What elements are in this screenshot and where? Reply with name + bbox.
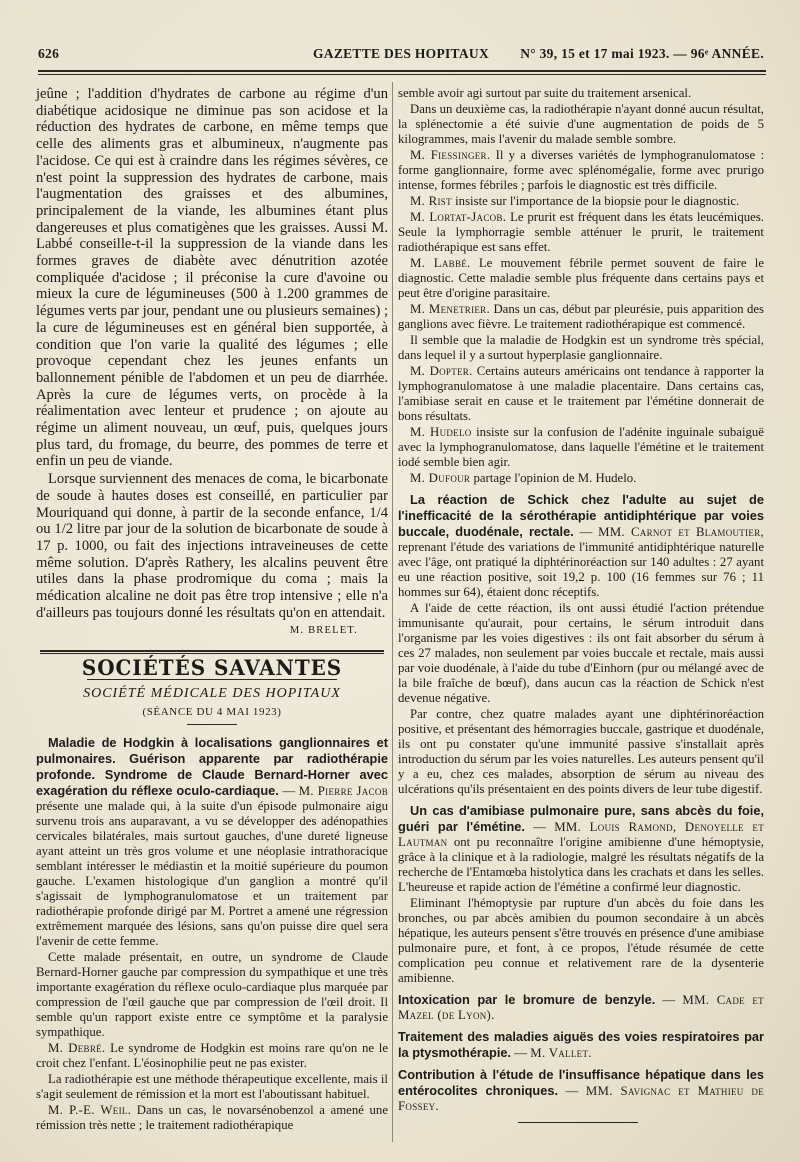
coma-paragraph: Lorsque surviennent des menaces de coma, le bicarbonate de soude à hautes doses est conseillé, en particulier par Mouriquand qui donne, à partir de la seconde enfance, 1/4 ou 1/2 litre par jour de la solution de bicarbonate de soude à 17 p. 1000, ou fait des injections intraveineuses de cette même solution. D'après Rathery, les alcalins peuvent être utiles dans la phase prodromique du coma ; mais la médication alcaline ne doit pas être trop intensive ; elle n'a d'ailleurs pas toujours donné les résultats qu'on en attendait. bbox=[36, 471, 388, 621]
speaker-name: M. Dopter. bbox=[410, 364, 473, 378]
left-column bbox=[36, 86, 388, 1162]
article-text: présente une malade qui, à la suite d'un épisode pulmonaire aigu survenu trois ans auparavant, a vu se développer des adénopathies cervicales bilatérales, mais surtout gauches, d'une dureté ligneuse ayant atteint un très gros volume et une néoplasie intrathoracique semblant intéresser le médiastin et la moitié supérieure du poumon gauche. L'examen histologique d'un ganglion a montré qu'il s'agissait de lymphogranulomatose et un traitement par radiothérapie profonde dirigé par M. Portret a amené une régression extrêmement marquée des lésions, sans qu'on puisse dire quel sera l'avenir de cette femme. bbox=[36, 798, 388, 948]
speaker-text: Dans un cas, début par pleurésie, puis apparition des ganglions avec fièvre. Le traitement radiothérapique est commencé. bbox=[398, 302, 764, 331]
article-author: MM. Louis Ramond, Denoyelle et Lautman bbox=[398, 820, 764, 849]
discussion-dufour bbox=[398, 471, 764, 486]
article-author: MM. Cade et Mazel (de Lyon). bbox=[398, 993, 764, 1022]
speaker-name: M. Rist bbox=[410, 194, 452, 208]
article-paragraph: Il semble que la maladie de Hodgkin est un syndrome très spécial, dans lequel il y a surtout hyperplasie ganglionnaire. bbox=[398, 333, 764, 362]
right-column bbox=[398, 86, 764, 1162]
section-rule bbox=[40, 650, 384, 654]
article-paragraph: Par contre, chez quatre malades ayant une diphtérinoréaction positive, et présentant des hémorragies buccale, gastrique et duodénale, ils ont pu constater qu'une immunité passive s'installait après introduction du sérum par les voies naturelles. Les auteurs pensent qu'il y a eu, chez ces malades, absorption de sérum au niveau des ulcérations qu'ils présentaient en des points divers de leur tube digestif. bbox=[398, 707, 764, 796]
article-title: Intoxication par le bromure de benzyle. bbox=[398, 992, 656, 1007]
session-rule bbox=[187, 724, 237, 725]
article-schick: La réaction de Schick chez l'adulte au sujet de l'inefficacité de la sérothérapie antidiphtérique par voies buccale, duodénale, rectale. — MM. Carnot et Blamoutier, reprenant l'étude des variations de l'immunité antidiphtérique naturelle avec l'âge, ont pratiqué la diphtérinoréaction sur 140 adultes : 27 ayant eu une réaction positive, soit 19,2 p. 100 (16 femmes sur 76 ; 11 hommes sur 64), étaient donc réceptifs. bbox=[398, 492, 764, 599]
header-rule bbox=[38, 70, 766, 72]
article-title: Contribution à l'étude de l'insuffisance hépatique dans les entérocolites chroniques. bbox=[398, 1067, 764, 1098]
end-rule bbox=[518, 1122, 638, 1123]
article-paragraph: Eliminant l'hémoptysie par rupture d'un abcès du foie dans les bronches, ou par abcès amibien du poumon secondaire à un abcès hépatique, les auteurs pensent s'être trouvés en présence d'une amibiase pulmonaire pure, et font, à ce propos, l'étude résumée de cette complication peu connue et relativement rare de la dysenterie amibienne. bbox=[398, 896, 764, 985]
speaker-name: M. Hudelo bbox=[410, 425, 472, 439]
discussion-weil bbox=[36, 1103, 388, 1133]
article-author: M. Vallet. bbox=[530, 1046, 592, 1060]
issue-info: N° 39, 15 et 17 mai 1923. — 96ᵉ ANNÉE. bbox=[520, 46, 764, 61]
header-rule-thin bbox=[38, 74, 766, 75]
discussion-dopter bbox=[398, 364, 764, 424]
article-amibiase: Un cas d'amibiase pulmonaire pure, sans abcès du foie, guéri par l'émétine. — MM. Louis Ramond, Denoyelle et Lautman ont pu reconnaître l'origine amibienne d'une hémoptysie, grâce à la clinique et à la radiologie, malgré les résultats négatifs de la recherche de l'Entamœba histolytica dans les crachats et dans les selles. L'heureuse et rapide action de l'émétine a confirmé leur diagnostic. bbox=[398, 803, 765, 894]
diabetes-paragraph: jeûne ; l'addition d'hydrates de carbone au régime d'un diabétique acidosique ne diminue pas son acidose et la réduction des hydrates de carbone, en même temps que celle des aliments gras et albumineux, n'augmente pas l'acidose. Ce qui est à craindre dans les régimes sévères, ce n'est point la suppression des hydrates de carbone, mais l'augmentation des graisses et des albumines, principalement de la viande, les albumines étant plus dangereuses et plus comatigènes que les graisses. Aussi M. Labbé conseille-t-il la suppression de la viande dans les formes graves de diabète avec dénutrition azotée compliquée d'acidose ; il préconise la cure d'avoine ou mieux la cure de légumineuses (500 à 1.200 grammes de légumes verts par jour, pendant une ou plusieurs semaines) ; la cure de légumineuses est en général bien supportée, à condition que l'on varie la qualité des légumes ; elle provoque cependant chez les jeunes enfants un ballonnement pénible de l'abdomen et un peu de diarrhée. Après la cure de légumes verts, on procède à la réalimentation avec lenteur et prudence ; on ajoute au régime un aliment nouveau, un œuf, puis, quelques jours plus tard, du fromage, du beurre, des pommes de terre et enfin un peu de viande. bbox=[36, 86, 389, 470]
article-paragraph: Cette malade présentait, en outre, un syndrome de Claude Bernard-Horner gauche par compression du sympathique et une très importante exagération du réflexe oculo-cardiaque plus marquée par compression de l'œil gauche que par compression de l'œil droit. Il semble qu'un rapport existe entre ce symptôme et la paralysie sympathique. bbox=[36, 949, 388, 1039]
page-number: 626 bbox=[38, 46, 60, 61]
page-header bbox=[38, 46, 764, 68]
column-divider bbox=[392, 82, 393, 1142]
article-hodgkin: Maladie de Hodgkin à localisations ganglionnaires et pulmonaires. Guérison apparente par radiothérapie profonde. Syndrome de Claude Bernard-Horner avec exagération du réflexe oculo-cardiaque. — M. Pierre Jacob présente une malade qui, à la suite d'un épisode pulmonaire aigu survenu trois ans auparavant, a vu se développer des adénopathies cervicales bilatérales, mais surtout gauches, d'une dureté ligneuse ayant atteint un très gros volume et une néoplasie intrathoracique semblant intéresser le médiastin et la moitié supérieure du poumon gauche. L'examen histologique d'un ganglion a montré qu'il s'agissait de lymphogranulomatose et un traitement par radiothérapie profonde dirigé par M. Portret a amené une régression extrêmement marquée des lésions, sans qu'on puisse dire quel sera l'avenir de cette femme. bbox=[36, 734, 389, 948]
article-text: reprenant l'étude des variations de l'immunité antidiphtérique naturelle avec l'âge, ont pratiqué la diphtérinoréaction sur 140 adultes : 27 ayant eu une réaction positive, soit 19,2 p. 100 (16 femmes sur 76 ; 11 hommes sur 64), étaient donc réceptifs. bbox=[398, 540, 764, 599]
discussion-fiessinger bbox=[398, 148, 764, 193]
section-title: SOCIÉTÉS SAVANTES bbox=[81, 654, 343, 680]
article-benzyle: Intoxication par le bromure de benzyle. — MM. Cade et Mazel (de Lyon). bbox=[398, 992, 764, 1022]
speaker-name: M. Debré. bbox=[48, 1040, 106, 1055]
article-insuffisance-hepatique: Contribution à l'étude de l'insuffisance hépatique dans les entérocolites chroniques. — MM. Savignac et Mathieu de Fossey. bbox=[398, 1067, 764, 1113]
speaker-name: M. Lortat-Jacob. bbox=[410, 210, 507, 224]
speaker-text: Il y a diverses variétés de lymphogranulomatose : forme ganglionnaire, forme avec splénomégalie, forme avec prurigo intense, formes fébriles ; parfois le diagnostic est très difficile. bbox=[398, 148, 764, 192]
article-paragraph: A l'aide de cette réaction, ils ont aussi étudié l'action prétendue immunisante qu'aurait, pour certains, le sérum introduit dans l'organisme par les voies digestives : ils ont fait absorber du sérum à ces 27 malades, non seulement par voies buccale et rectale, mais aussi par voie duodénale, à l'aide du tube d'Einhorn (pur ou mélangé avec de la bile fraîche de bœuf), dans aucun cas la réaction de Schick n'est devenue négative. bbox=[398, 601, 764, 705]
speaker-name: M. Fiessinger. bbox=[410, 148, 491, 162]
discussion-debre bbox=[36, 1041, 388, 1071]
society-name: SOCIÉTÉ MÉDICALE DES HOPITAUX bbox=[83, 685, 341, 701]
speaker-text: insiste sur l'importance de la biopsie pour le diagnostic. bbox=[455, 194, 740, 208]
speaker-text: Le prurit est fréquent dans les états leucémiques. Seule la lymphorragie semble atténuer le prurit, le traitement radiothérapique est sans effet. bbox=[398, 210, 764, 254]
journal-title: GAZETTE DES HOPITAUX bbox=[312, 46, 490, 61]
discussion-lortat bbox=[398, 210, 764, 255]
speaker-text: partage l'opinion de M. Hudelo. bbox=[473, 471, 637, 485]
article-author: M. Pierre Jacob bbox=[298, 783, 389, 798]
article-text: ont pu reconnaître l'origine amibienne d'une hémoptysie, grâce à la clinique et à la radiologie, malgré les résultats négatifs de la recherche de l'Entamœba histolytica dans les crachats et dans les selles. L'heureuse et rapide action de l'émétine a confirmé leur diagnostic. bbox=[398, 835, 765, 894]
speaker-text: Dans un cas, le novarsénobenzol a amené une rémission très nette ; le traitement radiothérapique bbox=[36, 1102, 388, 1132]
discussion-rist bbox=[398, 194, 764, 209]
continued-text: semble avoir agi surtout par suite du traitement arsenical. bbox=[398, 86, 692, 100]
speaker-name: M. Menetrier. bbox=[410, 302, 490, 316]
speaker-text: Le syndrome de Hodgkin est moins rare qu'on ne le croit chez l'enfant. L'éosinophilie peut ne pas exister. bbox=[36, 1040, 388, 1070]
article-paragraph: La radiothérapie est une méthode thérapeutique excellente, mais il s'agit seulement de rémission et la mort est l'aboutissant habituel. bbox=[36, 1071, 388, 1101]
article-author: MM. Carnot et Blamoutier, bbox=[598, 525, 764, 539]
speaker-name: M. P.-E. Weil. bbox=[48, 1102, 132, 1117]
article-paragraph: Dans un deuxième cas, la radiothérapie n'ayant donné aucun résultat, la splénectomie a été suivie d'une augmentation de poids de 5 kilogrammes, mais l'avenir du malade semble sombre. bbox=[398, 102, 764, 146]
article-ptysmotherapie: Traitement des maladies aiguës des voies respiratoires par la ptysmothérapie. — M. Vallet. bbox=[398, 1029, 764, 1060]
discussion-menetrier bbox=[398, 302, 764, 332]
speaker-text: insiste sur la confusion de l'adénite inguinale subaiguë avec la lymphogranulomatose, dans laquelle l'émétine et le traitement iodé semble bien agir. bbox=[398, 425, 764, 469]
article-title: Maladie de Hodgkin à localisations ganglionnaires et pulmonaires. Guérison apparente par radiothérapie profonde. Syndrome de Claude Bernard-Horner avec exagération du réflexe oculo-cardiaque. bbox=[36, 734, 388, 798]
speaker-text: Certains auteurs américains ont tendance à rapporter la lymphogranulomatose à une maladie placentaire. Dans certains cas, l'amibiase serait en cause et le traitement par l'émétine donnerait de bons résultats. bbox=[398, 364, 764, 423]
discussion-hudelo bbox=[398, 425, 764, 470]
speaker-text: Le mouvement fébrile permet souvent de faire le diagnostic. Cette maladie semble plus fréquente dans certains pays et peut être d'origine parasitaire. bbox=[398, 256, 765, 300]
article-title: Un cas d'amibiase pulmonaire pure, sans abcès du foie, guéri par l'émétine. bbox=[398, 803, 764, 834]
article-title: Traitement des maladies aiguës des voies respiratoires par la ptysmothérapie. bbox=[398, 1029, 764, 1060]
speaker-name: M. Labbé. bbox=[410, 256, 471, 270]
article-author: MM. Savignac et Mathieu de Fossey. bbox=[398, 1084, 764, 1113]
speaker-name: M. Dufour bbox=[410, 471, 471, 485]
article-title: La réaction de Schick chez l'adulte au sujet de l'inefficacité de la sérothérapie antidiphtérique par voies buccale, duodénale, rectale. bbox=[398, 492, 764, 539]
author-signature: M. BRELET. bbox=[289, 624, 358, 636]
session-date: (SÉANCE DU 4 MAI 1923) bbox=[142, 705, 282, 718]
discussion-labbe bbox=[398, 256, 764, 301]
